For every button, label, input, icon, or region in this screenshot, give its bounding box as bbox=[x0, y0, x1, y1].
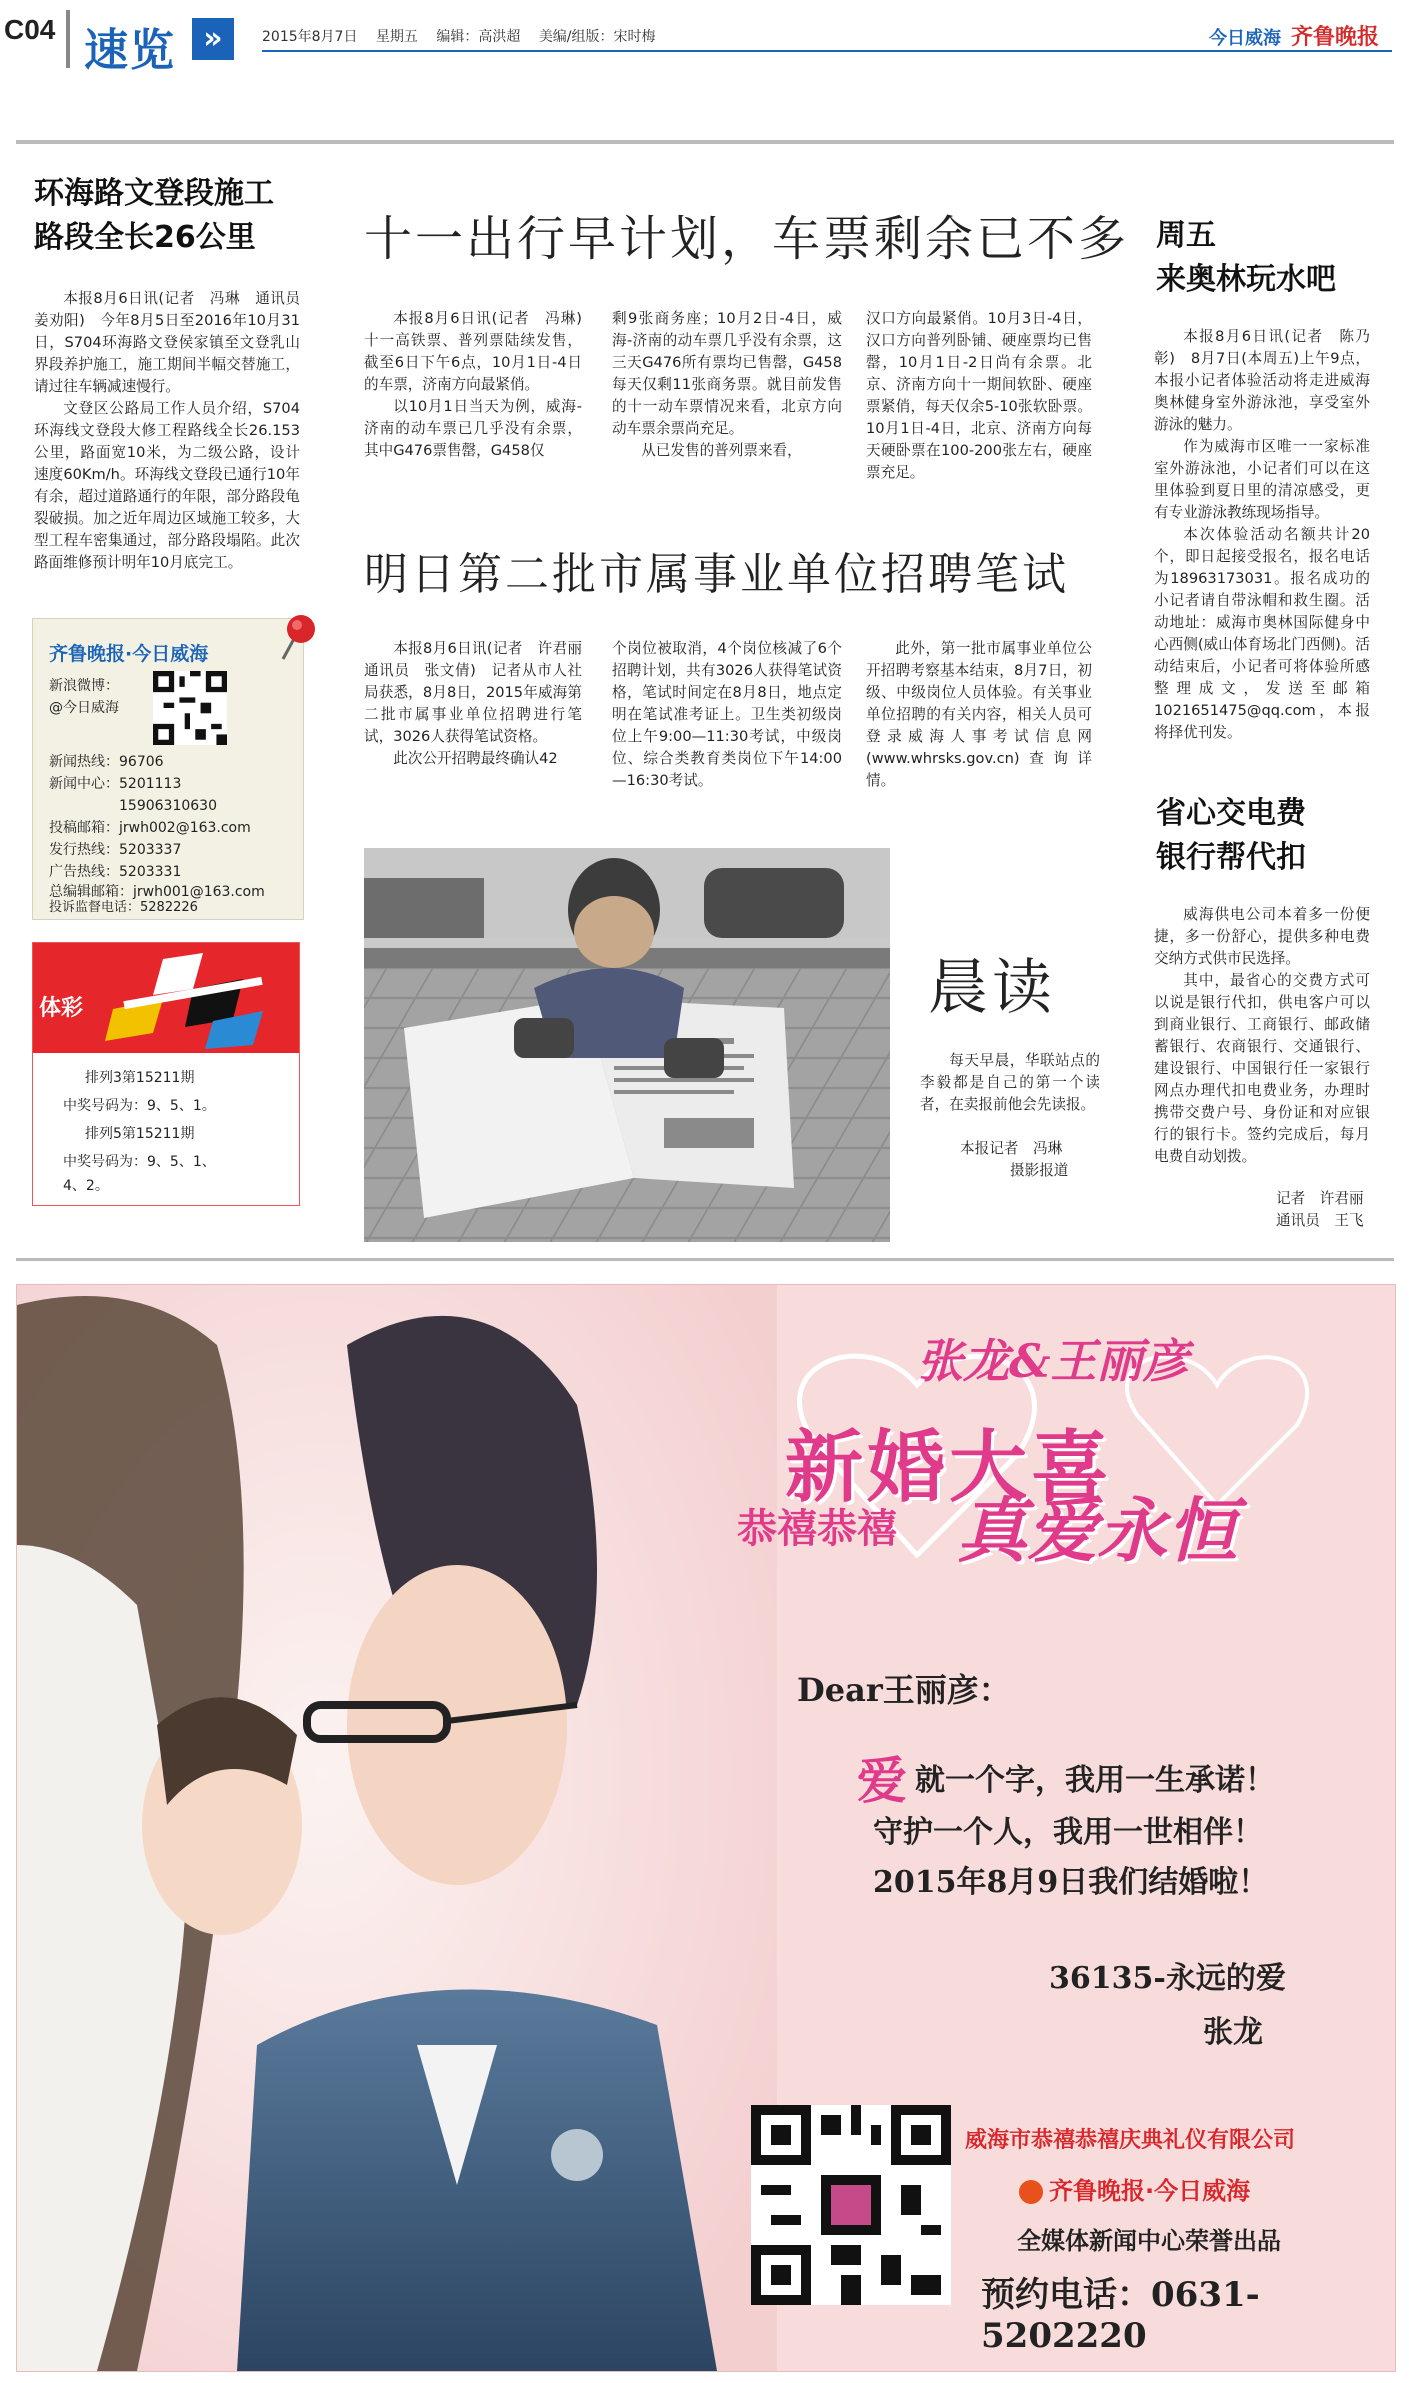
weibo-value: @今日威海 bbox=[49, 700, 119, 716]
ad-logo bbox=[1019, 2171, 1250, 2206]
story1-column1 bbox=[364, 308, 597, 462]
story2-paragraph: 本报8月6日讯(记者 许君丽 通讯员 张文倩) 记者从市人社局获悉，8月8日，2015年威海第二批市属事业单位招聘进行笔试，3026人获得笔试资格。 bbox=[364, 640, 597, 745]
section-arrow-icon: » bbox=[192, 18, 234, 60]
col3-article2 bbox=[1154, 904, 1370, 1168]
couple-names: 张龙&王丽彦 bbox=[917, 1334, 1189, 1388]
story1-paragraph: 从已发售的普列票来看， bbox=[641, 442, 802, 459]
morning-read-title: 晨读 bbox=[928, 953, 1056, 1023]
header-rule bbox=[262, 50, 1392, 52]
morning-read-caption bbox=[920, 1050, 1100, 1116]
story1-paragraph: 以10月1日当天为例，威海-济南的动车票已几乎没有余票，其中G476票售罄，G458仅 bbox=[364, 398, 582, 459]
ad-phone: 预约电话：0631-5202220 bbox=[981, 2275, 1260, 2356]
col1-article bbox=[34, 288, 315, 574]
wedding-ad bbox=[16, 1284, 1396, 2372]
morning-read-byline: 本报记者 冯琳 bbox=[960, 1140, 1063, 1157]
col3-paragraph: 本次体验活动名额共计20个，即日起接受报名，报名电话为18963173031。报名成功的小记者请自带泳帽和救生圈。活动地址：威海市奥林国际健身中心西侧(威山体育场北门西侧)。活动结束后，小记者可将体验所感整理成文，发送至邮箱1021651475@qq.com，本报将择优刊发。 bbox=[1154, 526, 1370, 741]
story2-paragraph: 此次公开招聘最终确认42 bbox=[393, 750, 558, 767]
qr-code-icon bbox=[153, 671, 227, 745]
lottery-line: 排列3第15211期 bbox=[85, 1070, 195, 1086]
ad-company: 威海市恭禧恭禧庆典礼仪有限公司 bbox=[965, 2127, 1296, 2153]
col3-headline-line2: 来奥林玩水吧 bbox=[1156, 261, 1336, 297]
col3-paragraph: 本报8月6日讯(记者 陈乃彰) 8月7日(本周五)上午9点，本报小记者体验活动将走进威海奥林健身室外游泳池，享受室外游泳的魅力。 bbox=[1154, 328, 1370, 433]
ad-line2: 守护一个人，我用一世相伴！ bbox=[873, 1815, 1263, 1850]
story2-column2 bbox=[612, 638, 842, 792]
page-number: C04 bbox=[4, 14, 56, 45]
story2-paragraph: 此外，第一批市属事业单位公开招聘考察基本结束，8月7日，初级、中级岗位人员体验。有关事业单位招聘的有关内容，相关人员可登录威海人事考试信息网(www.whrsks.gov.cn)查询详情。 bbox=[866, 640, 1092, 789]
news-center-mobile: 15906310630 bbox=[119, 798, 217, 814]
section-title: 速览 bbox=[84, 25, 176, 76]
story2-paragraph: 个岗位被取消，4个岗位核减了6个招聘计划，共有3026人获得笔试资格，笔试时间定在8月8日，地点定明在笔试准考证上。卫生类初级岗位上午9:00—11:30考试，中级岗位、综合类教育类岗位下午14:00—16:30考试。 bbox=[612, 640, 842, 789]
story2-column3 bbox=[866, 638, 1092, 792]
weibo-label: 新浪微博： bbox=[49, 678, 119, 694]
lottery-banner bbox=[33, 943, 299, 1053]
issue-weekday: 星期五 bbox=[375, 29, 418, 45]
editor-credit: 编辑：高洪超 bbox=[436, 29, 521, 45]
ad-love-char: 爱 bbox=[857, 1751, 907, 1810]
lottery-label: 体彩 bbox=[39, 996, 84, 1021]
couple-illustration bbox=[17, 1285, 777, 2371]
col1-paragraph: 本报8月6日讯(记者 冯琳 通讯员 姜劝阳) 今年8月5日至2016年10月31日，S704环海路文登侯家镇至文登乳山界段养护施工，施工期间半幅交替施工，请过往车辆减速慢行。 bbox=[34, 290, 315, 395]
col3-headline2-line1: 省心交电费 bbox=[1156, 796, 1306, 831]
pushpin-icon bbox=[271, 607, 321, 667]
top-rule bbox=[16, 140, 1394, 144]
col3-headline bbox=[1156, 214, 1386, 301]
lottery-line: 排列5第15211期 bbox=[85, 1126, 195, 1142]
story1-paragraph: 剩9张商务座；10月2日-4日，威海-济南的动车票几乎没有余票，这三天G476所有票均已售罄，G458每天仅剩11张商务票。就目前发售的十一动车票情况来看，北京方向动车票余票尚充足。 bbox=[612, 310, 842, 437]
col3-paragraph: 作为威海市区唯一一家标准室外游泳池，小记者们可以在这里体验到夏日里的清凉感受，更有专业游泳教练现场指导。 bbox=[1154, 438, 1370, 521]
story1-headline: 十一出行早计划，车票剩余已不多 bbox=[364, 211, 1130, 267]
story2-headline: 明日第二批市属事业单位招聘笔试 bbox=[364, 549, 1069, 600]
ad-sign2: 张龙 bbox=[1203, 2015, 1263, 2050]
distribution-hotline: 发行热线：5203337 bbox=[49, 842, 182, 858]
lottery-box bbox=[32, 942, 300, 1206]
story1-column2 bbox=[612, 308, 842, 462]
story2-column1 bbox=[364, 638, 597, 770]
card-title: 齐鲁晚报·今日威海 bbox=[49, 643, 209, 665]
col1-headline-line2: 路段全长26公里 bbox=[34, 219, 256, 255]
contact-card bbox=[32, 618, 304, 920]
col1-headline-line1: 环海路文登段施工 bbox=[34, 176, 274, 211]
complaint-phone: 投诉监督电话：5282226 bbox=[49, 900, 198, 915]
header-info bbox=[262, 26, 670, 46]
sun-logo-icon bbox=[1019, 2180, 1043, 2204]
submission-email[interactable]: 投稿邮箱：jrwh002@163.com bbox=[49, 820, 251, 836]
issue-date: 2015年8月7日 bbox=[262, 29, 358, 45]
edition-name: 今日威海 bbox=[1208, 28, 1281, 49]
story1-column3 bbox=[866, 308, 1092, 484]
col3-byline2: 通讯员 王飞 bbox=[1276, 1212, 1364, 1229]
lottery-logo-icon bbox=[93, 949, 283, 1049]
lottery-results bbox=[33, 1053, 299, 1205]
ad-forever: 真爱永恒 bbox=[957, 1489, 1237, 1572]
lottery-line: 中奖号码为：9、5、1、 bbox=[63, 1154, 216, 1170]
col1-paragraph: 文登区公路局工作人员介绍，S704环海线文登段大修工程路线全长26.153公里，路面宽10米，为二级公路，设计速度60Km/h。环海线文登段已通行10年有余，超过道路通行的年限，部分路段龟裂破损。加之近年周边区域施工较多，大型工程车密集通过，部分路段塌陷。此次路面维修预计明年10月底完工。 bbox=[34, 400, 300, 571]
ad-produced: 全媒体新闻中心荣誉出品 bbox=[1017, 2226, 1281, 2255]
story1-paragraph: 本报8月6日讯(记者 冯琳) 十一高铁票、普列票陆续发售，截至6日下午6点，10月1日-4日的车票，济南方向最紧俏。 bbox=[364, 310, 597, 393]
ad-big-title: 新婚大喜 bbox=[785, 1422, 1114, 1513]
col3-article bbox=[1154, 326, 1370, 744]
lottery-line: 中奖号码为：9、5、1。 bbox=[63, 1098, 216, 1114]
middle-rule bbox=[16, 1258, 1394, 1261]
design-credit: 美编/组版：宋时梅 bbox=[538, 29, 656, 45]
news-photo bbox=[364, 848, 890, 1242]
news-hotline: 新闻热线：96706 bbox=[49, 754, 164, 770]
ad-line3: 2015年8月9日我们结婚啦！ bbox=[873, 1865, 1269, 1900]
lottery-line: 4、2。 bbox=[63, 1178, 109, 1194]
editor-email[interactable]: 总编辑邮箱：jrwh001@163.com bbox=[49, 884, 265, 900]
col3-headline-line1: 周五 bbox=[1156, 218, 1216, 253]
col3-paragraph: 其中，最省心的交费方式可以说是银行代扣，供电客户可以到商业银行、工商银行、邮政储蓄银行、农商银行、交通银行、建设银行、中国银行任一家银行网点办理代扣电费业务，办理时携带交费户号、身份证和对应银行的银行卡。签约完成后，每月电费自动划拨。 bbox=[1154, 972, 1370, 1165]
ad-logo-text: 齐鲁晚报·今日威海 bbox=[1049, 2177, 1251, 2205]
col3-headline2-line2: 银行帮代扣 bbox=[1156, 839, 1306, 875]
morning-read-text: 每天早晨，华联站点的李毅都是自己的第一个读者，在卖报前他会先读报。 bbox=[920, 1052, 1100, 1113]
col3-paragraph: 威海供电公司本着多一份便捷，多一份舒心，提供多种电费交纳方式供市民选择。 bbox=[1154, 906, 1370, 967]
ad-gongxi: 恭禧恭禧 bbox=[737, 1506, 897, 1552]
ads-hotline: 广告热线：5203331 bbox=[49, 864, 182, 880]
ad-line1: 就一个字，我用一生承诺！ bbox=[915, 1763, 1275, 1798]
ad-sign1: 36135-永远的爱 bbox=[1049, 1961, 1286, 1996]
story1-paragraph: 汉口方向最紧俏。10月3日-4日，汉口方向普列卧铺、硬座票均已售罄，10月1日-2日尚有余票。北京、济南方向十一期间软卧、硬座票紧俏，每天仅余5-10张软卧票。10月1日-4日，北京、济南方向每天硬卧票在100-200张左右，硬座票充足。 bbox=[866, 310, 1092, 481]
ad-qr-code-icon bbox=[751, 2105, 951, 2305]
col1-headline bbox=[34, 172, 314, 259]
header-divider bbox=[66, 10, 70, 68]
col3-headline2 bbox=[1156, 792, 1386, 879]
header-brand bbox=[1209, 20, 1379, 51]
col3-byline: 记者 许君丽 bbox=[1276, 1190, 1364, 1207]
morning-read-byline2: 摄影报道 bbox=[1010, 1162, 1069, 1179]
ad-dear: Dear王丽彦： bbox=[797, 1671, 1011, 1709]
newspaper-logo: 齐鲁晚报 bbox=[1290, 24, 1379, 50]
news-center: 新闻中心：5201113 bbox=[49, 776, 182, 792]
